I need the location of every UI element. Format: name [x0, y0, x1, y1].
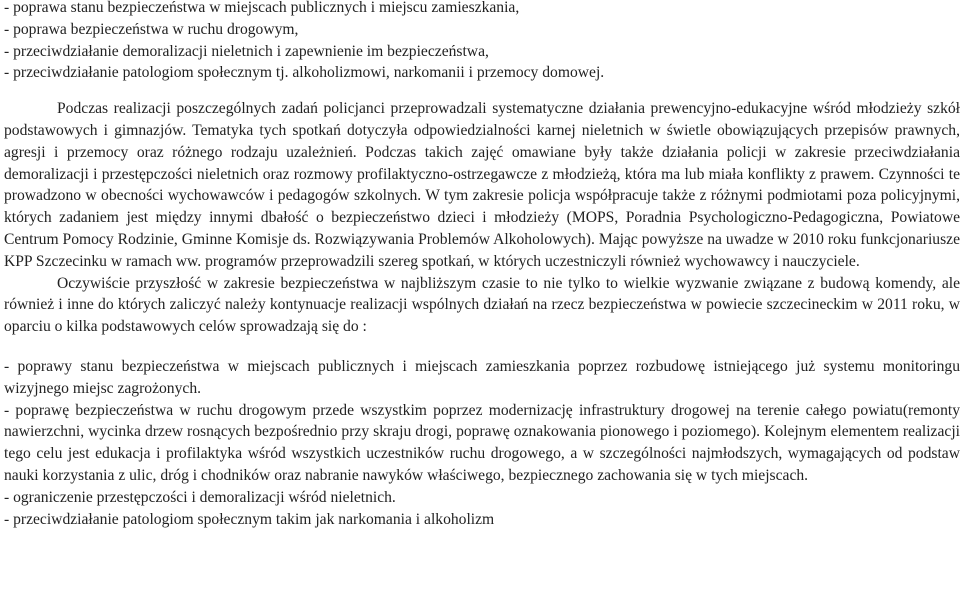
list-item: - przeciwdziałanie patologiom społecznym takim jak narkomania i alkoholizm — [4, 510, 495, 528]
list-item: - poprawa bezpieczeństwa w ruchu drogowym, — [4, 20, 299, 38]
list-item: - przeciwdziałanie patologiom społecznym tj. alkoholizmowi, narkomanii i przemocy domowej. — [4, 64, 605, 82]
list-item: - poprawy stanu bezpieczeństwa w miejscach publicznych i miejscach zamieszkania poprzez rozbudowę istniejącego już systemu monitoringu wizyjnego miejsc zagrożonych. — [4, 357, 960, 397]
list-item: - poprawa stanu bezpieczeństwa w miejscach publicznych i miejscu zamieszkania, — [4, 0, 520, 16]
paragraph-prevention: Podczas realizacji poszczególnych zadań policjanci przeprowadzali systematyczne działania prewencyjno-edukacyjne wśród młodzieży szkół podstawowych i gimnazjów. Tematyka tych spotkań dotyczyła odpowiedzialności karnej nieletnich w świetle obowiązujących przepisów prawnych, agresji i przemocy oraz różnego rodzaju uzależnień. Podczas takich zajęć omawiane były także działania policji w zakresie przeciwdziałania demoralizacji i przestępczości nieletnich oraz rozmowy profilaktyczno-ostrzegawcze z młodzieżą, która ma lub miała konflikty z prawem. Czynności te prowadzono w obecności wychowawców i pedagogów szkolnych. W tym zakresie policja współpracuje także z różnymi podmiotami poza policyjnymi, których zadaniem jest między innymi dbałość o bezpieczeństwo dzieci i młodzieży (MOPS, Poradnia Psychologiczno-Pedagogiczna, Powiatowe Centrum Pomocy Rodzinie, Gminne Komisje ds. Rozwiązywania Problemów Alkoholowych). Mając powyższe na uwadze w 2010 roku funkcjonariusze KPP Szczecinku w ramach ww. programów przeprowadzili szereg spotkań, w których uczestniczyli również wychowawcy i nauczyciele. — [4, 100, 960, 270]
goals-list-bottom — [4, 356, 960, 530]
goals-list-top — [4, 0, 960, 84]
paragraph-future: Oczywiście przyszłość w zakresie bezpieczeństwa w najbliższym czasie to nie tylko to wielkie wyzwanie związane z budową komendy, ale również i inne do których zaliczyć należy kontynuacje realizacji wspólnych działań na rzecz bezpieczeństwa w powiecie szczecineckim w 2011 roku, w oparciu o kilka podstawowych celów sprowadzają się do : — [4, 274, 960, 336]
list-item: - ograniczenie przestępczości i demoralizacji wśród nieletnich. — [4, 488, 396, 506]
paragraph-spacer — [4, 338, 960, 356]
document-page — [4, 0, 960, 530]
list-item: - poprawę bezpieczeństwa w ruchu drogowym przede wszystkim poprzez modernizację infrastruktury drogowej na terenie całego powiatu(remonty nawierzchni, wycinka drzew rosnących bezpośrednio przy skraju drogi, poprawę oznakowania pionowego i poziomego). Kolejnym elementem realizacji tego celu jest edukacja i profilaktyka wśród wszystkich uczestników ruchu drogowego, a w szczególności najmłodszych, wymagających od podstaw nauki korzystania z ulic, dróg i chodników oraz nabranie nawyków właściwego, bezpiecznego zachowania się w tych miejscach. — [4, 401, 960, 484]
list-item: - przeciwdziałanie demoralizacji nieletnich i zapewnienie im bezpieczeństwa, — [4, 42, 489, 60]
